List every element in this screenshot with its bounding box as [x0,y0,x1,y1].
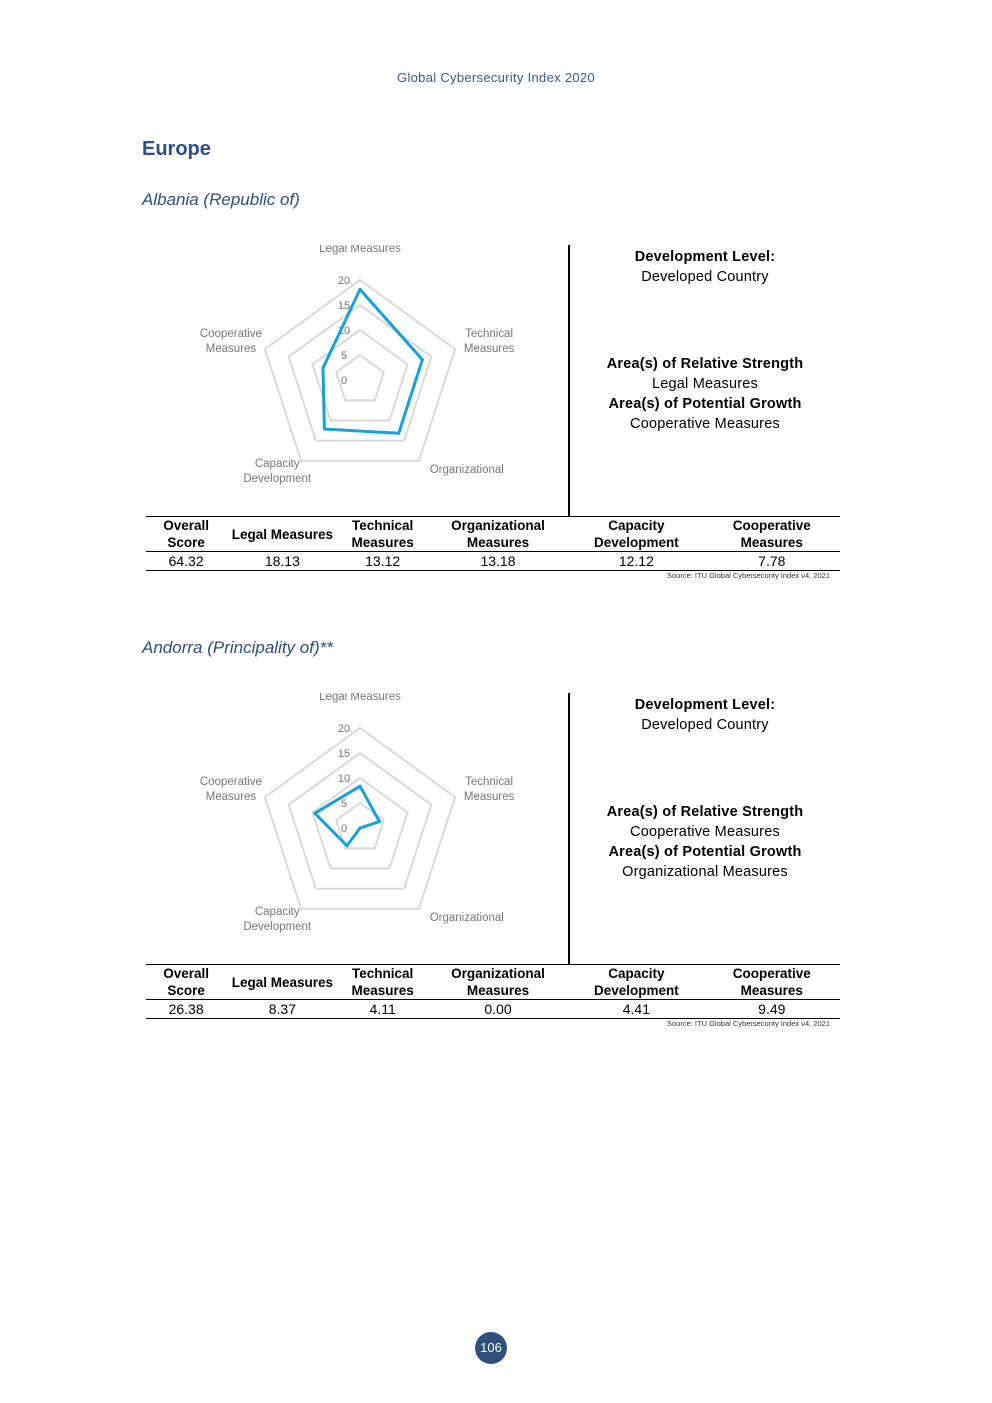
value-capacity-development: 12.12 [618,553,654,569]
areas-summary [580,802,830,882]
value-organizational-measures: 0.00 [484,1001,512,1017]
country-profile [140,245,850,590]
value-cooperative-measures: 7.78 [758,553,786,569]
growth-label: Area(s) of Potential Growth [608,396,802,412]
running-header: Global Cybersecurity Index 2020 [397,70,595,85]
radar-data-point [322,367,325,370]
vertical-divider [568,693,570,965]
development-value: Developed Country [641,269,769,285]
header-technical-measures: Technical Measures [339,965,427,1000]
radar-data-point [323,428,326,431]
radar-grid-ring [312,330,407,421]
radar-data-point [378,820,381,823]
development-level [580,247,830,287]
value-cooperative-measures: 9.49 [758,1001,786,1017]
radar-data-point [359,288,362,291]
radar-axis-label: Capacity [254,457,300,470]
radar-axis-label: Legal Measures [319,693,401,703]
value-legal-measures: 8.37 [268,1001,296,1017]
radar-axis-label: Technical [465,328,514,341]
country-profile [140,693,850,1038]
radar-axis-label: Development [243,472,312,485]
header-organizational-measures: Organizational Measures [427,517,569,552]
value-organizational-measures: 13.18 [480,553,516,569]
radar-data-point [421,358,424,361]
radar-tick-label: 0 [340,375,348,387]
radar-axis-label: Measures [205,343,257,356]
growth-value: Organizational Measures [622,864,788,880]
radar-axis-label: Organizational [429,911,504,924]
header-overall-score: Overall Score [146,965,226,1000]
radar-axis-label: Organizational [429,463,504,476]
strength-value: Legal Measures [652,376,758,392]
radar-data-point [313,812,316,815]
development-label: Development Level: [634,697,776,713]
radar-data-point [359,827,362,830]
radar-axis-label: Legal Measures [319,245,401,255]
radar-axis-label: Cooperative [199,328,262,341]
region-heading: Europe [142,138,211,160]
radar-data-point [359,785,362,788]
radar-tick-label: 10 [337,325,351,337]
radar-tick-label: 10 [337,773,351,785]
score-table [146,964,840,1019]
radar-chart [170,693,550,943]
radar-tick-label: 5 [340,350,348,362]
vertical-divider [568,245,570,517]
header-legal-measures: Legal Measures [226,517,338,552]
score-table [146,516,840,571]
radar-data-point [397,432,400,435]
areas-summary [580,354,830,434]
radar-series-line [315,786,380,846]
growth-value: Cooperative Measures [630,416,780,432]
header-cooperative-measures: Cooperative Measures [704,517,840,552]
radar-chart [170,245,550,495]
strength-value: Cooperative Measures [630,824,780,840]
strength-label: Area(s) of Relative Strength [606,356,804,372]
radar-tick-label: 20 [337,723,351,735]
header-legal-measures: Legal Measures [226,965,338,1000]
radar-axis-label: Measures [205,791,257,804]
growth-label: Area(s) of Potential Growth [608,844,802,860]
header-cooperative-measures: Cooperative Measures [704,965,840,1000]
value-legal-measures: 18.13 [264,553,300,569]
country-title: Andorra (Principality of)** [142,638,333,657]
page-number: 106 [475,1332,507,1364]
source-note: Source: ITU Global Cybersecurity Index v4, 2021 [667,1019,830,1028]
header-organizational-measures: Organizational Measures [427,965,569,1000]
table-row [146,552,840,571]
table-header-row [146,965,840,1000]
radar-data-point [346,844,349,847]
radar-axis-label: Cooperative [199,776,262,789]
radar-tick-label: 15 [337,300,351,312]
header-capacity-development: Capacity Development [569,965,703,1000]
radar-tick-label: 15 [337,748,351,760]
header-capacity-development: Capacity Development [569,517,703,552]
source-note: Source: ITU Global Cybersecurity Index v4, 2021 [667,571,830,580]
radar-tick-label: 5 [340,798,348,810]
radar-axis-label: Development [243,920,312,933]
radar-axis-label: Capacity [254,905,300,918]
value-overall-score: 64.32 [168,553,204,569]
value-overall-score: 26.38 [168,1001,204,1017]
header-overall-score: Overall Score [146,517,226,552]
value-technical-measures: 13.12 [365,553,401,569]
strength-label: Area(s) of Relative Strength [606,804,804,820]
header-technical-measures: Technical Measures [339,517,427,552]
radar-axis-label: Measures [463,343,515,356]
development-label: Development Level: [634,249,776,265]
table-row [146,1000,840,1019]
development-level [580,695,830,735]
radar-tick-label: 20 [337,275,351,287]
table-header-row [146,517,840,552]
value-capacity-development: 4.41 [622,1001,650,1017]
radar-axis-label: Measures [463,791,515,804]
country-title: Albania (Republic of) [142,190,300,209]
value-technical-measures: 4.11 [369,1001,396,1017]
development-value: Developed Country [641,717,769,733]
radar-axis-label: Technical [465,776,514,789]
radar-tick-label: 0 [340,823,348,835]
